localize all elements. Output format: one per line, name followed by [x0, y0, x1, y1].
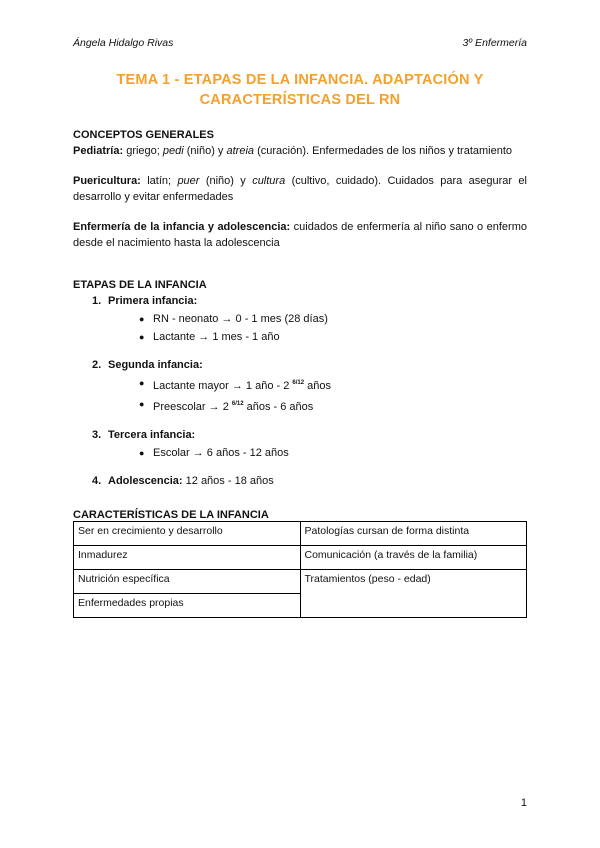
stage-range: Preescolar → 2 — [153, 401, 232, 413]
table-cell: Nutrición específica — [74, 570, 301, 594]
stages-list — [73, 293, 527, 489]
text: cuidados de enfermería al niño sano o enfermo desde el nacimiento hasta la adolescencia — [73, 221, 527, 249]
section-heading-caracteristicas: CARACTERÍSTICAS DE LA INFANCIA — [73, 509, 269, 521]
definition-puericultura — [73, 173, 527, 205]
section-heading-conceptos: CONCEPTOS GENERALES — [73, 129, 214, 141]
table-cell: Patologías cursan de forma distinta — [300, 522, 527, 546]
stage-sublist — [108, 375, 527, 415]
bullet-icon: ● — [139, 399, 145, 409]
stage-name: Segunda infancia: — [108, 359, 203, 371]
list-item — [108, 375, 527, 394]
table-cell: Enfermedades propias — [74, 594, 301, 618]
text: (curación). Enfermedades de los niños y tratamiento — [254, 145, 513, 157]
term-enfermeria: Enfermería de la infancia y adolescencia: — [73, 221, 291, 233]
stage-number: 3. — [92, 429, 102, 441]
fraction-superscript: 6/12 — [292, 380, 305, 386]
stage-number: 4. — [92, 475, 102, 487]
text: latín; — [140, 175, 178, 187]
stage-number: 1. — [92, 295, 102, 307]
bullet-icon: ● — [139, 332, 145, 342]
stage-name: Primera infancia: — [108, 295, 198, 307]
stage-item — [73, 293, 527, 345]
table-cell: Ser en crecimiento y desarrollo — [74, 522, 301, 546]
stage-range: Lactante mayor → 1 año - 2 — [153, 380, 293, 392]
definition-enfermeria — [73, 219, 527, 251]
etymology: pedi — [162, 145, 184, 157]
bullet-icon: ● — [139, 378, 145, 388]
stage-item — [73, 357, 527, 415]
term-pediatria: Pediatría: — [73, 145, 124, 157]
definition-pediatria — [73, 143, 527, 159]
stage-range: RN - neonato → 0 - 1 mes (28 días) — [153, 313, 328, 325]
bullet-icon: ● — [139, 314, 145, 324]
list-item — [108, 445, 527, 461]
fraction-superscript: 6/12 — [231, 401, 244, 407]
list-item — [108, 396, 527, 415]
stage-range: Lactante → 1 mes - 1 año — [153, 331, 280, 343]
stage-sublist — [108, 445, 527, 461]
stage-sublist — [108, 311, 527, 345]
stage-name: Adolescencia: — [108, 475, 183, 487]
stage-range: años - 6 años — [243, 401, 314, 413]
etymology: atreia — [226, 145, 255, 157]
characteristics-table — [73, 521, 527, 618]
table-row — [74, 546, 527, 570]
stage-item — [73, 473, 527, 489]
section-heading-etapas: ETAPAS DE LA INFANCIA — [73, 279, 207, 291]
etymology: cultura — [252, 175, 286, 187]
header-author: Ángela Hidalgo Rivas — [73, 37, 174, 49]
table-row — [74, 570, 527, 594]
stage-item — [73, 427, 527, 461]
table-cell: Tratamientos (peso - edad) — [300, 570, 527, 618]
bullet-icon: ● — [139, 448, 145, 458]
stage-range: Escolar → 6 años - 12 años — [153, 447, 289, 459]
stage-range: años — [304, 380, 332, 392]
document-body — [73, 127, 527, 523]
term-puericultura: Puericultura: — [73, 175, 141, 187]
header-course: 3º Enfermería — [462, 37, 527, 49]
text: (niño) y — [199, 175, 253, 187]
table-cell: Inmadurez — [74, 546, 301, 570]
table-row — [74, 522, 527, 546]
list-item — [108, 311, 527, 327]
text: (cultivo, cuidado). Cuidados para asegurar el desarrollo y evitar enfermedades — [73, 175, 527, 203]
stage-name: Tercera infancia: — [108, 429, 196, 441]
page-number: 1 — [520, 797, 527, 809]
table-cell: Comunicación (a través de la familia) — [300, 546, 527, 570]
stage-range: 12 años - 18 años — [182, 475, 274, 487]
stage-number: 2. — [92, 359, 102, 371]
list-item — [108, 329, 527, 345]
text: (niño) y — [183, 145, 227, 157]
page-title: TEMA 1 - ETAPAS DE LA INFANCIA. ADAPTACIÓN Y CARACTERÍSTICAS DEL RN — [116, 72, 484, 108]
etymology: puer — [177, 175, 200, 187]
text: griego; — [123, 145, 163, 157]
